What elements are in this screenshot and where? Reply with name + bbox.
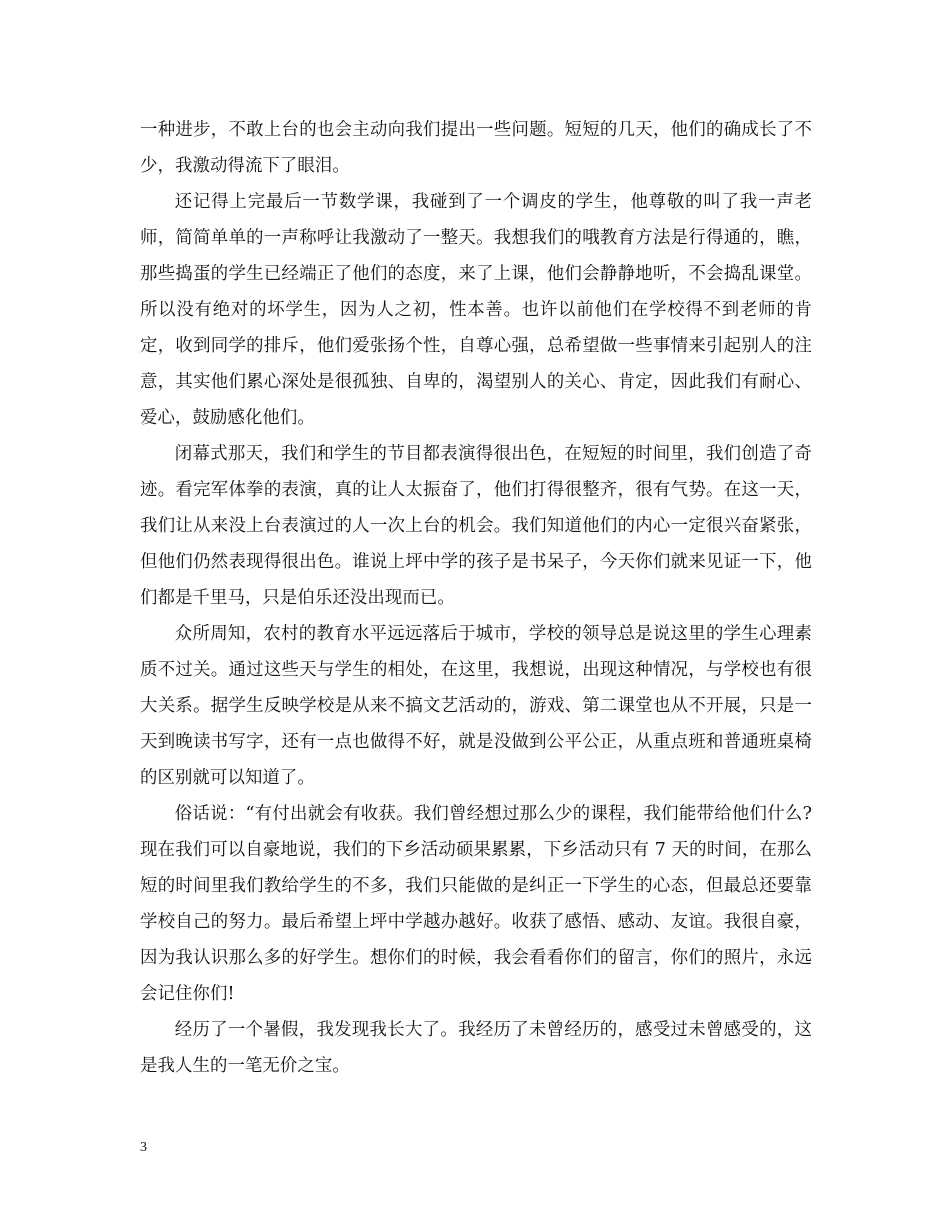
paragraph-harvest: 俗话说：“有付出就会有收获。我们曾经想过那么少的课程，我们能带给他们什么?现在我们可以自豪地说，我们的下乡活动硕果累累，下乡活动只有 7 天的时间，在那么短的时间里我们教给学生的不多，我们只能做的是纠正一下学生的心态，但最总还要靠学校自己的努力。最后希望上坪中学越办越好。收获了感悟、感动、友谊。我很自豪，因为我认识那么多的好学生。想你们的时候，我会看看你们的留言，你们的照片，永远会记住你们! <box>140 804 812 1004</box>
paragraph-closing-ceremony: 闭幕式那天，我们和学生的节目都表演得很出色，在短短的时间里，我们创造了奇迹。看完军体拳的表演，真的让人太振奋了，他们打得很整齐，很有气势。在这一天，我们让从来没上台表演过的人一次上台的机会。我们知道他们的内心一定很兴奋紧张，但他们仍然表现得很出色。谁说上坪中学的孩子是书呆子，今天你们就来见证一下，他们都是千里马，只是伯乐还没出现而已。 <box>140 444 812 608</box>
document-body <box>140 112 812 1084</box>
page-number: 3 <box>140 1140 147 1155</box>
paragraph-continued: 一种进步，不敢上台的也会主动向我们提出一些问题。短短的几天，他们的确成长了不少，我激动得流下了眼泪。 <box>140 120 812 176</box>
paragraph-summer-growth: 经历了一个暑假，我发现我长大了。我经历了未曾经历的，感受过未曾感受的，这是我人生的一笔无价之宝。 <box>140 1020 812 1076</box>
paragraph-rural-education: 众所周知，农村的教育水平远远落后于城市，学校的领导总是说这里的学生心理素质不过关。通过这些天与学生的相处，在这里，我想说，出现这种情况，与学校也有很大关系。据学生反映学校是从来不搞文艺活动的，游戏、第二课堂也从不开展，只是一天到晚读书写字，还有一点也做得不好，就是没做到公平公正，从重点班和普通班桌椅的区别就可以知道了。 <box>140 624 812 788</box>
paragraph-math-class: 还记得上完最后一节数学课，我碰到了一个调皮的学生，他尊敬的叫了我一声老师，简简单单的一声称呼让我激动了一整天。我想我们的哦教育方法是行得通的，瞧，那些捣蛋的学生已经端正了他们的态度，来了上课，他们会静静地听，不会捣乱课堂。所以没有绝对的坏学生，因为人之初，性本善。也许以前他们在学校得不到老师的肯定，收到同学的排斥，他们爱张扬个性，自尊心强，总希望做一些事情来引起别人的注意，其实他们累心深处是很孤独、自卑的，渴望别人的关心、肯定，因此我们有耐心、爱心，鼓励感化他们。 <box>140 192 812 428</box>
